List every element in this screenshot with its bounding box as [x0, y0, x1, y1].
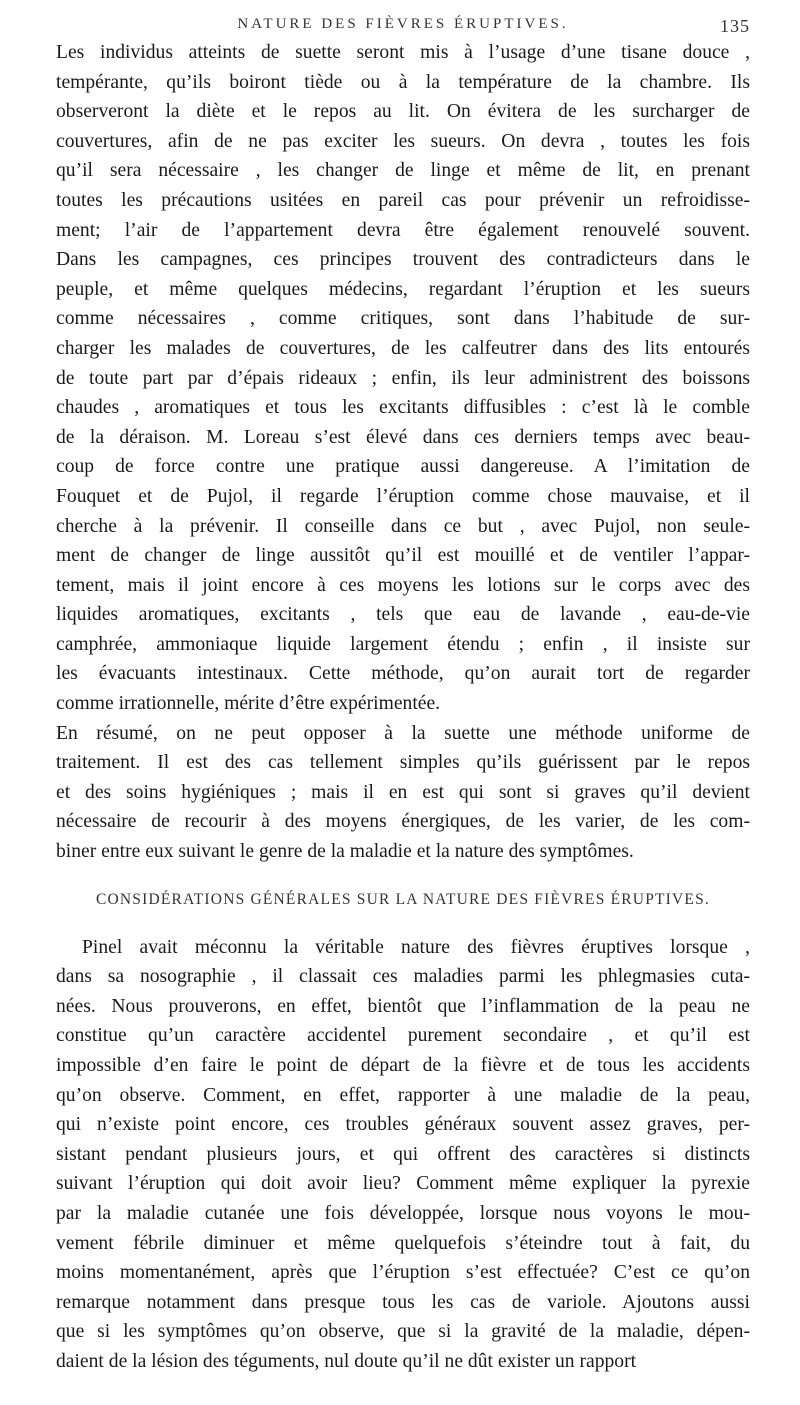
- text-line: Dans les campagnes, ces principes trouvent des contradicteurs dans le: [56, 249, 750, 271]
- text-line: de toute part par d’épais rideaux ; enfin, ils leur administrent des boissons: [56, 367, 750, 389]
- section-heading: CONSIDÉRATIONS GÉNÉRALES SUR LA NATURE DES FIÈVRES ÉRUPTIVES.: [95, 890, 710, 908]
- text-line: observeront la diète et le repos au lit. On évitera de les surcharger de: [56, 101, 750, 123]
- text-line: dans sa nosographie , il classait ces maladies parmi les phlegmasies cuta-: [56, 966, 750, 988]
- text-line: En résumé, on ne peut opposer à la suette une méthode uniforme de: [56, 722, 750, 744]
- text-line: Fouquet et de Pujol, il regarde l’éruption comme chose mauvaise, et il: [56, 485, 750, 507]
- text-line: coup de force contre une pratique aussi dangereuse. A l’imitation de: [56, 456, 750, 478]
- text-line: biner entre eux suivant le genre de la maladie et la nature des symptômes.: [56, 841, 634, 863]
- text-line: ment; l’air de l’appartement devra être également renouvelé souvent.: [56, 219, 750, 241]
- paragraph-summary: [56, 719, 750, 867]
- text-line: par la maladie cutanée une fois développée, lorsque nous voyons le mou-: [56, 1202, 750, 1224]
- text-line: traitement. Il est des cas tellement simples qu’ils guérissent par le repos: [56, 752, 750, 774]
- text-line: que si les symptômes qu’on observe, que si la gravité de la maladie, dépen-: [56, 1321, 750, 1343]
- text-line: comme irrationnelle, mérite d’être expérimentée.: [56, 693, 441, 715]
- text-line: Pinel avait méconnu la véritable nature des fièvres éruptives lorsque ,: [82, 936, 750, 958]
- text-line: remarque notamment dans presque tous les cas de variole. Ajoutons aussi: [56, 1291, 750, 1313]
- text-line: qu’on observe. Comment, en effet, rapporter à une maladie de la peau,: [56, 1084, 750, 1106]
- text-line: impossible d’en faire le point de départ de la fièvre et de tous les accidents: [56, 1055, 750, 1076]
- text-line: charger les malades de couvertures, de les calfeutrer dans des lits entourés: [56, 337, 750, 359]
- running-title: NATURE DES FIÈVRES ÉRUPTIVES.: [237, 16, 569, 32]
- text-line: peuple, et même quelques médecins, regardant l’éruption et les sueurs: [56, 278, 750, 300]
- text-line: de la déraison. M. Loreau s’est élevé dans ces derniers temps avec beau-: [56, 426, 750, 448]
- text-line: ment de changer de linge aussitôt qu’il est mouillé et de ventiler l’appar-: [56, 545, 750, 567]
- paragraph-treatment: [56, 38, 750, 719]
- text-line: suivant l’éruption qui doit avoir lieu? Comment même expliquer la pyrexie: [56, 1173, 750, 1195]
- running-head: [56, 8, 750, 38]
- text-line: sistant pendant plusieurs jours, et qui offrent des caractères si distincts: [56, 1143, 750, 1165]
- text-line: tement, mais il joint encore à ces moyens les lotions sur le corps avec des: [56, 574, 750, 596]
- text-line: les évacuants intestinaux. Cette méthode, qu’on aurait tort de regarder: [56, 663, 750, 685]
- text-line: camphrée, ammoniaque liquide largement étendu ; enfin , il insiste sur: [56, 633, 750, 655]
- text-line: moins momentanément, après que l’éruption s’est effectuée? C’est ce qu’on: [56, 1262, 750, 1284]
- text-line: vement fébrile diminuer et même quelquefois s’éteindre tout à fait, du: [56, 1232, 750, 1254]
- text-line: nécessaire de recourir à des moyens énergiques, de les varier, de les com-: [56, 811, 750, 833]
- page-number: 135: [720, 16, 750, 36]
- text-line: constitue qu’un caractère accidentel purement secondaire , et qu’il est: [56, 1025, 750, 1047]
- text-line: Les individus atteints de suette seront mis à l’usage d’une tisane douce ,: [56, 42, 750, 63]
- text-line: chaudes , aromatiques et tous les excitants diffusibles : c’est là le comble: [56, 397, 750, 419]
- text-line: cherche à la prévenir. Il conseille dans ce but , avec Pujol, non seule-: [56, 515, 750, 537]
- text-line: daient de la lésion des téguments, nul doute qu’il ne dût exister un rapport: [56, 1350, 637, 1372]
- text-line: nées. Nous prouverons, en effet, bientôt que l’inflammation de la peau ne: [56, 995, 750, 1017]
- text-line: qu’il sera nécessaire , les changer de linge et même de lit, en prenant: [56, 160, 750, 182]
- text-line: tempérante, qu’ils boiront tiède ou à la température de la chambre. Ils: [56, 71, 750, 93]
- text-line: toutes les précautions usitées en pareil cas pour prévenir un refroidisse-: [56, 189, 750, 211]
- paragraph-considerations: [56, 933, 750, 1377]
- text-line: comme nécessaires , comme critiques, sont dans l’habitude de sur-: [56, 308, 750, 330]
- text-line: liquides aromatiques, excitants , tels que eau de lavande , eau-de-vie: [56, 604, 750, 626]
- text-line: couvertures, afin de ne pas exciter les sueurs. On devra , toutes les fois: [56, 130, 750, 152]
- text-line: et des soins hygiéniques ; mais il en est qui sont si graves qu’il devient: [56, 781, 750, 803]
- text-line: qui n’existe point encore, ces troubles généraux souvent assez graves, per-: [56, 1114, 750, 1136]
